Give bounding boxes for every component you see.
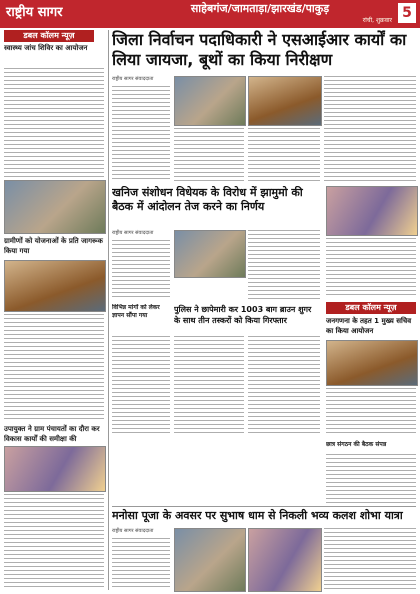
left-photo-1	[4, 180, 106, 234]
second-col-1-body	[112, 240, 170, 300]
second-byline: राष्ट्रीय सागर संवाददाता	[112, 230, 154, 236]
left-photo-3	[4, 446, 106, 492]
right-lower-body	[326, 454, 416, 504]
second-headline: खनिज संशोधन विधेयक के विरोध में झामुमो की बैठक में आंदोलन तेज करने का निर्णय	[112, 186, 303, 213]
section-label-right: डबल कॉलम न्यूज़	[326, 302, 416, 314]
right-mid-body	[326, 388, 416, 436]
page-number: 5	[398, 3, 416, 23]
bottom-col-1-body	[112, 538, 170, 590]
main-col-1-body	[112, 86, 170, 182]
main-col-2-body	[174, 128, 244, 182]
left-top-subhead: स्वास्थ्य जांच शिविर का आयोजन	[4, 44, 88, 52]
right-photo-mid	[326, 340, 418, 386]
masthead-meta: रांची, शुक्रवार	[362, 17, 392, 24]
section-label-left: डबल कॉलम न्यूज़	[4, 30, 94, 42]
main-photo-2	[248, 76, 322, 126]
bottom-photo-1	[174, 528, 246, 592]
column-rule-left	[108, 30, 109, 590]
main-col-3-body	[248, 128, 320, 182]
police-col-2-body	[248, 336, 320, 436]
mid-body	[112, 336, 170, 436]
second-photo	[174, 230, 246, 278]
masthead	[0, 0, 420, 28]
right-top-body	[326, 238, 416, 298]
main-col-4-body	[324, 76, 416, 182]
left-top-body	[4, 68, 104, 178]
left-lower-body	[4, 494, 104, 590]
bottom-photo-2	[248, 528, 322, 592]
bottom-byline: राष्ट्रीय सागर संवाददाता	[112, 528, 154, 534]
bottom-rule	[112, 506, 416, 507]
police-col-1-body	[174, 336, 244, 436]
bottom-col-4-body	[324, 528, 416, 590]
right-lower-subhead: छात्र संगठन की बैठक संपन्न	[326, 441, 387, 448]
main-byline: राष्ट्रीय सागर संवाददाता	[112, 76, 154, 82]
right-mid-headline: जनगणना के तहत 1 मुख्य सचिव का किया आयोजन	[326, 317, 412, 335]
second-col-2-body	[248, 230, 320, 300]
masthead-brand: राष्ट्रीय सागर	[6, 5, 63, 20]
main-photo-1	[174, 76, 246, 126]
left-mid-body	[4, 314, 104, 422]
left-photo-2	[4, 260, 106, 312]
right-photo-top	[326, 186, 418, 236]
masthead-region: साहेबगंज/जामताड़ा/झारखंड/पाकुड़	[190, 2, 330, 15]
police-headline: पुलिस ने छापेमारी कर 1003 बाग ब्राउन शुगर के साथ तीन तस्करों को किया गिरफ्तार	[174, 305, 312, 325]
main-headline: जिला निर्वाचन पदाधिकारी ने एसआईआर कार्यों का लिया जायजा, बूथों का किया निरीक्षण	[112, 30, 407, 69]
bottom-headline: मनोसा पूजा के अवसर पर सुभाष धाम से निकली भव्य कलश शोभा यात्रा	[112, 509, 403, 522]
mid-subhead: विभिन्न मांगों को लेकर ज्ञापन सौंपा गया	[112, 304, 160, 319]
left-mid-subhead: ग्रामीणों को योजनाओं के प्रति जागरूक किया गया	[4, 237, 103, 255]
left-lower-subhead: उपायुक्त ने ग्राम पंचायतों का दौरा कर विकास कार्यों की समीक्षा की	[4, 425, 100, 443]
